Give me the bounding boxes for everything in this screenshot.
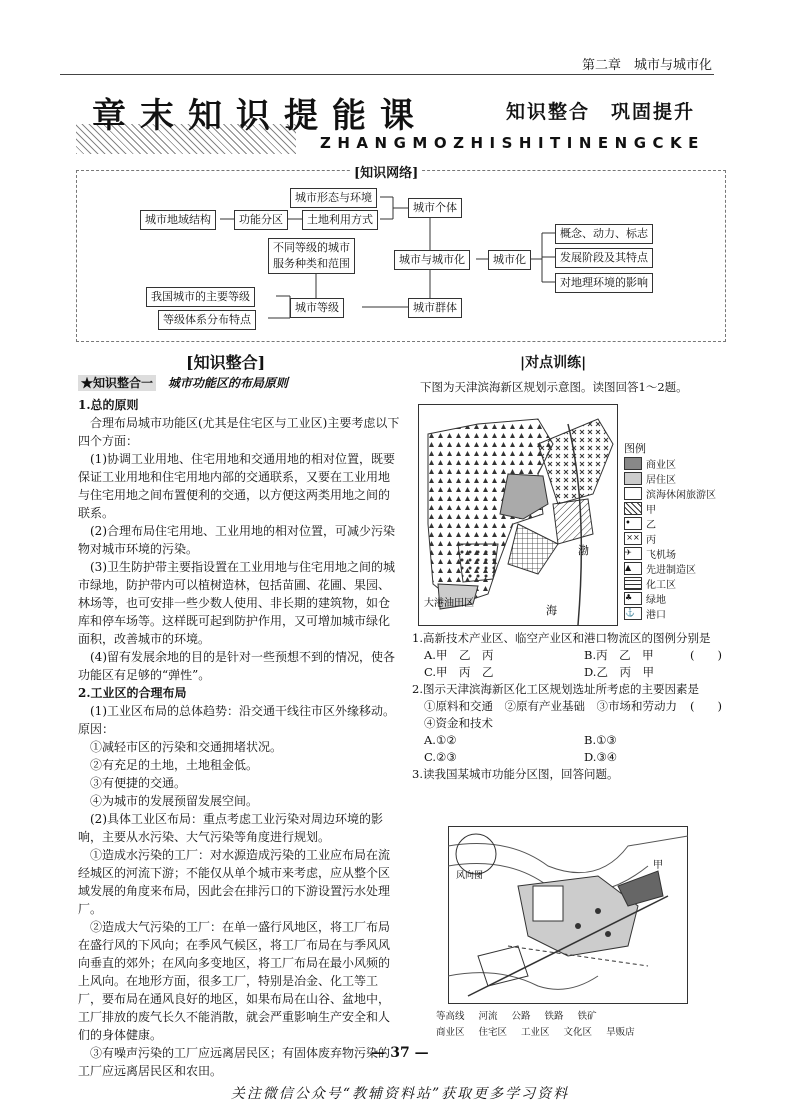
node-environment-impact: 对地理环境的影响 xyxy=(555,273,653,293)
node-city-grade: 城市等级 xyxy=(290,298,344,318)
node-city-group: 城市群体 xyxy=(408,298,462,318)
node-functional-zones: 功能分区 xyxy=(234,210,288,230)
node-stages: 发展阶段及其特点 xyxy=(555,248,653,268)
title-pinyin: ZHANGMOZHISHITINENGCKE xyxy=(320,134,705,152)
chapter-header: 第二章 城市与城市化 xyxy=(581,58,712,73)
section-title-integration: [知识整合] xyxy=(186,353,266,372)
questions-block xyxy=(412,630,722,783)
practice-intro: 下图为天津滨海新区规划示意图。读图回答1～2题。 xyxy=(420,380,688,394)
map2-legend-row1: 等高线 河流 公路 铁路 铁矿 xyxy=(436,1011,597,1022)
q1-options-row2: C.甲 丙 乙 D.乙 丙 甲 xyxy=(424,665,654,679)
node-hierarchy-distribution: 等级体系分布特点 xyxy=(158,310,256,330)
q1-stem: 1.高新技术产业区、临空产业区和港口物流区的图例分别是 ( ) xyxy=(412,631,722,662)
wind-label: 风向图 xyxy=(456,871,484,881)
q3-stem: 3.读我国某城市功能分区图，回答问题。 xyxy=(412,767,619,781)
legend-bing: ×× 丙 xyxy=(624,531,716,546)
city-function-map xyxy=(448,826,688,1004)
legend-green: ♣ 绿地 xyxy=(625,593,666,606)
knowledge-network-tag: [知识网络] xyxy=(350,162,422,181)
page-number: — 37 — xyxy=(371,1045,429,1061)
page-title: 章末知识提能课 xyxy=(92,96,428,136)
legend-airport: ✈ 飞机场 xyxy=(625,548,676,561)
legend-jia: 甲 xyxy=(624,501,716,516)
left-column-text: 1.总的原则 合理布局城市功能区(尤其是住宅区与工业区)主要考虑以下四个方面： (1)协调工业用地、住宅用地和交通用地的相对位置，既要保证工业用地和住宅用地内部的交通联系，又要在工业用地与住宅用地之间布置便利的交通，以方便这两类用地之间的联系。 (2)合理布局住宅用地、工业用地的相对位置，可减少污染物对城市环境的污染。 (3)卫生防护带主要指设置在工业用地与住宅用地之间的城市绿地，防护带内可以植树造林，包括苗圃、花圃、果园、林场等，也可安排一些少数人使用、非长期的建筑物，如仓库和停车场等。这样既可起到防护作用，又可增加城市绿化面积，改善城市的环境。 (4)留有发展余地的目的是针对一些预想不到的情况，使各功能区有足够的“弹性”。 2.工业区的合理布局 (1)工业区布局的总体趋势：沿交通干线往市区外缘移动。原因： ①减轻市区的污染和交通拥堵状况。 ②有充足的土地，土地租金低。 ③有便捷的交通。 ④为城市的发展预留发展空间。 (2)具体工业区布局：重点考虑工业污染对周边环境的影响，主要从水污染、大气污染等角度进行规划。 ①造成水污染的工厂：对水源造成污染的工业应布局在流经城区的河流下游；不能仅从单个城市来考虑，应从整个区域发展的角度来布局，因此会在排污口的下游设置污水处理厂。 ②造成大气污染的工厂：在单一盛行风地区，将工厂布局在盛行风的下风向；在季风气候区，将工厂布局在与季风风向垂直的郊外；在风向多变地区，将工厂布局在最小风频的上风向。在地形方面，很多工厂，特别是冶金、化工等工厂，要布局在通风良好的地区，如果布局在山谷、盆地中，工厂排放的废气长久不能消散，就会严重影响生产安全和人们的身体健康。 ③有噪声污染的工厂应远离居民区；有固体废弃物污染的工厂应远离居民区和农田。 xyxy=(78,398,400,1078)
legend-port: ⚓ 港口 xyxy=(625,608,666,621)
legend-yi: • 乙 xyxy=(625,518,656,531)
node-city-and-urbanization: 城市与城市化 xyxy=(394,250,470,270)
q2-factors: ①原料和交通 ②原有产业基础 ③市场和劳动力 xyxy=(424,699,677,713)
node-concept: 概念、动力、标志 xyxy=(555,224,653,244)
dagang-label: 大港油田区 xyxy=(424,598,474,609)
map1-legend xyxy=(624,440,716,621)
node-urban-form: 城市形态与环境 xyxy=(290,188,377,208)
node-city-individual: 城市个体 xyxy=(408,198,462,218)
node-city-service: 不同等级的城市 服务种类和范围 xyxy=(268,238,355,274)
node-china-city-levels: 我国城市的主要等级 xyxy=(146,287,255,307)
q1-options-row1: A.甲 乙 丙 B.丙 乙 甲 xyxy=(424,648,654,662)
section-title-practice: |对点训练| xyxy=(520,355,587,371)
page-subtitle: 知识整合 巩固提升 xyxy=(506,101,696,123)
tianjin-binhai-map xyxy=(418,404,618,626)
node-urban-structure: 城市地域结构 xyxy=(140,210,216,230)
legend-residential: 居住区 xyxy=(624,471,716,486)
footer-note: 关注微信公众号“教辅资料站”获取更多学习资料 xyxy=(230,1086,570,1102)
network-connectors xyxy=(0,0,800,345)
q2-factors2: ④资金和技术 xyxy=(424,716,493,730)
node-land-use: 土地利用方式 xyxy=(302,210,378,230)
sub-header: ★知识整合一 城市功能区的布局原则 xyxy=(78,374,400,391)
legend-leisure: 滨海休闲旅游区 xyxy=(624,486,716,501)
q2-options-row2: C.②③ D.③④ xyxy=(424,750,618,764)
q2-options-row1: A.①② B.①③ xyxy=(424,733,617,747)
map2-legend-row2: 商业区 住宅区 工业区 文化区 旱贩店 xyxy=(436,1027,635,1038)
hai-label: 海 xyxy=(546,604,557,617)
legend-manufacturing: ▲ 先进制造区 xyxy=(625,563,696,576)
node-urbanization: 城市化 xyxy=(488,250,531,270)
legend-commercial: 商业区 xyxy=(624,456,716,471)
q2-stem: 2.图示天津滨海新区化工区规划选址所考虑的主要因素是 ( ) xyxy=(412,682,722,713)
bohai-label: 渤 xyxy=(578,544,589,557)
legend-title: 图例 xyxy=(624,442,646,455)
jia-label: 甲 xyxy=(653,860,663,871)
legend-chemical: 化工区 xyxy=(624,576,716,591)
